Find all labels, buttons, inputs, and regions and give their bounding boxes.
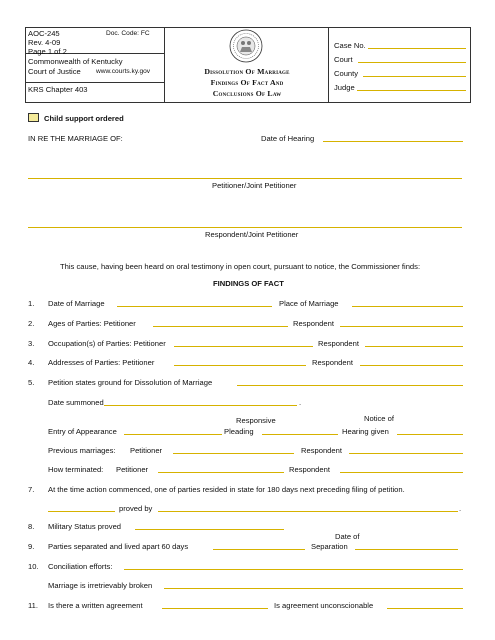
irretrievably-broken-field[interactable]	[164, 588, 463, 589]
petitioner-address-field[interactable]	[174, 365, 306, 366]
respondent-address-field[interactable]	[360, 365, 463, 366]
court-label: Court	[334, 55, 353, 64]
form-revision: Rev. 4-09	[28, 38, 61, 47]
item-number-1: 1.	[28, 299, 35, 308]
item-number-10: 10.	[28, 562, 39, 571]
ages-label: Ages of Parties: Petitioner	[48, 319, 136, 328]
proved-by-label: proved by	[119, 504, 153, 513]
written-agreement-label: Is there a written agreement	[48, 601, 143, 610]
court-field[interactable]	[358, 62, 466, 63]
commonwealth-label: Commonwealth of Kentucky	[28, 57, 123, 66]
irretrievably-broken-label: Marriage is irretrievably broken	[48, 581, 153, 590]
how-terminated-respondent-label: Respondent	[289, 465, 330, 474]
doc-code: Doc. Code: FC	[106, 30, 150, 37]
entry-of-appearance-label: Entry of Appearance	[48, 427, 117, 436]
form-title-line-1: Dissolution Of Marriage	[204, 67, 290, 76]
conciliation-label: Conciliation efforts:	[48, 562, 113, 571]
responsive-label: Responsive	[236, 416, 276, 425]
address-respondent-label: Respondent	[312, 358, 353, 367]
military-status-label: Military Status proved	[48, 522, 122, 531]
court-of-justice-label: Court of Justice	[28, 67, 81, 76]
military-status-field[interactable]	[135, 529, 284, 530]
unconscionable-field[interactable]	[387, 608, 463, 609]
how-terminated-respondent-field[interactable]	[340, 472, 463, 473]
petitioner-name-field[interactable]	[28, 178, 462, 179]
date-of-hearing-label: Date of Hearing	[261, 134, 315, 143]
residence-statement: At the time action commenced, one of parties resided in state for 180 days next preceding filing of petition.	[48, 485, 405, 494]
case-no-label: Case No.	[334, 41, 366, 50]
separation-date-field[interactable]	[355, 549, 458, 550]
judge-label: Judge	[334, 83, 355, 92]
petitioner-label: Petitioner/Joint Petitioner	[212, 181, 297, 190]
previous-marriages-petitioner-field[interactable]	[173, 453, 294, 454]
separated-label: Parties separated and lived apart 60 days	[48, 542, 189, 551]
previous-marriages-respondent-field[interactable]	[349, 453, 463, 454]
place-of-marriage-field[interactable]	[352, 306, 463, 307]
previous-respondent-label: Respondent	[301, 446, 342, 455]
respondent-age-field[interactable]	[340, 326, 463, 327]
how-terminated-petitioner-field[interactable]	[158, 472, 284, 473]
county-field[interactable]	[363, 76, 466, 77]
item-number-3: 3.	[28, 339, 35, 348]
written-agreement-field[interactable]	[162, 608, 268, 609]
unconscionable-label: Is agreement unconscionable	[274, 601, 374, 610]
separation-label: Separation	[311, 542, 348, 551]
header-rule-2	[26, 82, 164, 83]
child-support-label: Child support ordered	[44, 114, 124, 123]
judge-field[interactable]	[357, 90, 466, 91]
respondent-occupation-field[interactable]	[365, 346, 463, 347]
residence-party-field[interactable]	[48, 511, 115, 512]
findings-heading: FINDINGS OF FACT	[213, 279, 284, 288]
proved-by-end: .	[459, 504, 462, 513]
place-of-marriage-label: Place of Marriage	[279, 299, 339, 308]
kentucky-seal-icon	[229, 29, 263, 63]
conciliation-field[interactable]	[124, 569, 463, 570]
date-summoned-field[interactable]	[104, 405, 297, 406]
petition-grounds-field[interactable]	[237, 385, 463, 386]
form-id: AOC-245	[28, 29, 60, 38]
county-label: County	[334, 69, 359, 78]
date-of-hearing-field[interactable]	[323, 141, 463, 142]
notice-of-label: Notice of	[364, 414, 394, 423]
pleading-label: Pleading	[224, 427, 254, 436]
item-number-2: 2.	[28, 319, 35, 328]
separated-field[interactable]	[213, 549, 305, 550]
hearing-given-field[interactable]	[397, 434, 463, 435]
date-summoned-label: Date summoned	[48, 398, 104, 407]
marriage-of-label: IN RE THE MARRIAGE OF:	[28, 134, 123, 143]
ages-respondent-label: Respondent	[293, 319, 334, 328]
date-of-marriage-label: Date of Marriage	[48, 299, 105, 308]
item-number-11: 11.	[28, 601, 38, 610]
form-title-line-3: Conclusions Of Law	[212, 89, 282, 98]
item-number-8: 8.	[28, 522, 35, 531]
child-support-row	[28, 113, 124, 123]
date-of-label: Date of	[335, 532, 360, 541]
item-number-5: 5.	[28, 378, 35, 387]
date-summoned-end: .	[299, 398, 302, 407]
intro-text: This cause, having been heard on oral testimony in open court, pursuant to notice, the Commissioner finds:	[60, 262, 421, 271]
item-number-9: 9.	[28, 542, 35, 551]
pleading-field[interactable]	[262, 434, 338, 435]
entry-of-appearance-field[interactable]	[124, 434, 222, 435]
respondent-name-field[interactable]	[28, 227, 462, 228]
case-no-field[interactable]	[368, 48, 466, 49]
occupation-respondent-label: Respondent	[318, 339, 359, 348]
statute-label: KRS Chapter 403	[28, 85, 88, 94]
item-number-4: 4.	[28, 358, 35, 367]
form-title-line-2: Findings Of Fact And	[210, 78, 284, 87]
date-of-marriage-field[interactable]	[117, 306, 272, 307]
how-terminated-label: How terminated:	[48, 465, 104, 474]
petition-grounds-label: Petition states ground for Dissolution of Marriage	[48, 378, 213, 387]
item-number-7: 7.	[28, 485, 35, 494]
petitioner-occupation-field[interactable]	[174, 346, 313, 347]
child-support-checkbox[interactable]	[28, 113, 39, 122]
page-number: Page 1 of 2	[28, 47, 67, 56]
previous-petitioner-label: Petitioner	[130, 446, 163, 455]
addresses-label: Addresses of Parties: Petitioner	[48, 358, 155, 367]
occupations-label: Occupation(s) of Parties: Petitioner	[48, 339, 166, 348]
respondent-label: Respondent/Joint Petitioner	[205, 230, 299, 239]
proved-by-field[interactable]	[158, 511, 458, 512]
how-terminated-petitioner-label: Petitioner	[116, 465, 149, 474]
website-label: www.courts.ky.gov	[96, 68, 151, 75]
previous-marriages-label: Previous marriages:	[48, 446, 116, 455]
hearing-given-label: Hearing given	[342, 427, 389, 436]
petitioner-age-field[interactable]	[153, 326, 288, 327]
